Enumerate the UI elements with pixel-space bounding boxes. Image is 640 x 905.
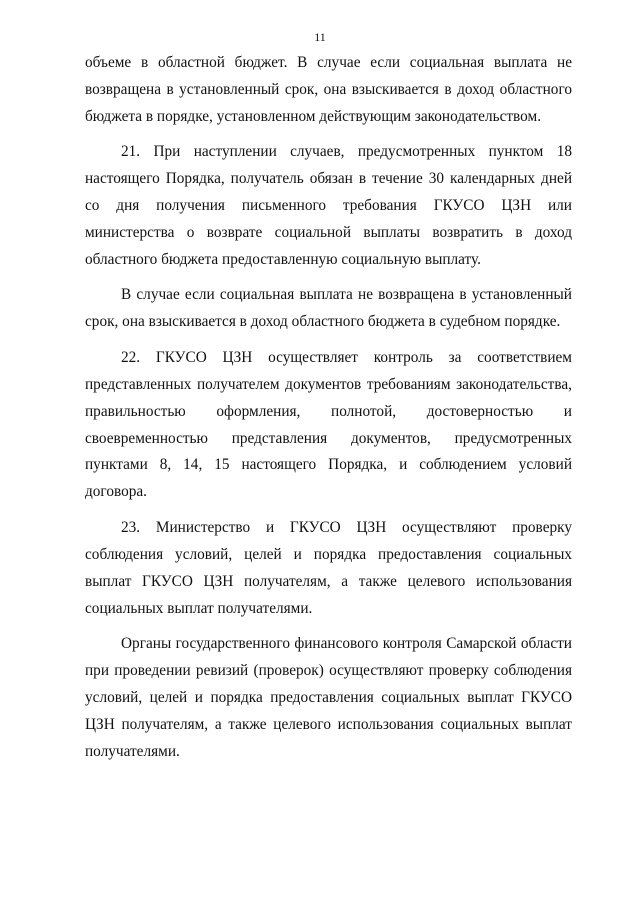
paragraph-item-23: 23. Министерство и ГКУСО ЦЗН осуществляют проверку соблюдения условий, целей и порядка предоставления социальных выплат ГКУСО ЦЗН получателям, а также целевого использования социальных выплат получателями. xyxy=(85,518,572,617)
paragraph-item-21-court: В случае если социальная выплата не возвращена в установленный срок, она взыскивается в доход областного бюджета в судебном порядке. xyxy=(85,286,572,331)
paragraph-item-23-financial-control: Органы государственного финансового контроля Самарской области при проведении ревизий (проверок) осуществляют проверку соблюдения условий, целей и порядка предоставления социальных выплат ГКУСО ЦЗН получателям, а также целевого использования социальных выплат получателями. xyxy=(85,635,572,760)
paragraph-item-22: 22. ГКУСО ЦЗН осуществляет контроль за соответствием представленных получателем документов требованиям законодательства, правильностью оформления, полнотой, достоверностью и своевременностью представления документов, предусмотренных пунктами 8, 14, 15 настоящего Порядка, и соблюдением условий договора. xyxy=(85,348,572,501)
paragraph-item-21: 21. При наступлении случаев, предусмотренных пунктом 18 настоящего Порядка, получатель обязан в течение 30 календарных дней со дня получения письменного требования ГКУСО ЦЗН или министерства о возврате социальной выплаты возвратить в доход областного бюджета предоставленную социальную выплату. xyxy=(85,143,572,268)
paragraph-continuation: объеме в областной бюджет. В случае если социальная выплата не возвращена в установленный срок, она взыскивается в доход областного бюджета в порядке, установленном действующим законодательством. xyxy=(85,54,572,125)
page-number: 11 xyxy=(314,30,326,44)
document-body xyxy=(85,50,572,774)
